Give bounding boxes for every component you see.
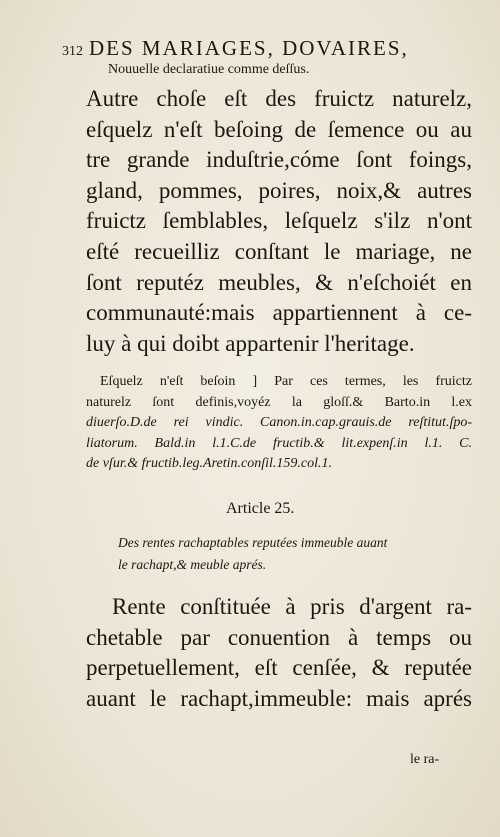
section-subtitle: Nouuelle declaratiue comme deſſus.: [108, 62, 310, 77]
gloss-line: de vſur.& fructib.leg.Aretin.conſil.159.col.1.: [86, 456, 332, 471]
text-line: perpetuellement, eſt cenſée, & reputée: [86, 655, 472, 681]
text-line: luy à qui doibt appartenir l'heritage.: [86, 330, 415, 356]
summary-line: Des rentes rachaptables reputées immeuble auant: [118, 535, 388, 550]
catchword: le ra-: [410, 752, 440, 767]
text-line: tre grande induſtrie,cóme ſont foings,: [86, 147, 472, 173]
body-paragraph-2: [86, 592, 472, 714]
gloss-line: naturelz ſont definis,voyéz la gloſſ.& Barto.in l.ex: [86, 394, 472, 410]
article-summary: [118, 532, 448, 576]
text-line: eſquelz n'eſt beſoing de ſemence ou au: [86, 116, 472, 142]
article-label: Article 25.: [226, 500, 295, 517]
gloss-note: [86, 372, 472, 475]
text-line: Autre choſe eſt des fruictz naturelz,: [86, 86, 472, 111]
running-head: [62, 36, 409, 61]
body-paragraph-1: [86, 84, 472, 359]
gloss-line: diuerſo.D.de rei vindic. Canon.in.cap.grauis.de reſtitut.ſpo-: [86, 415, 472, 430]
text-line: fruictz ſemblables, leſquelz s'ilz n'ont: [86, 208, 472, 234]
summary-line: le rachapt,& meuble aprés.: [118, 557, 267, 572]
page-number: 312: [62, 44, 83, 59]
gloss-line: Eſquelz n'eſt beſoin ] Par ces termes, les fruictz: [100, 374, 472, 389]
running-title: DES MARIAGES, DOVAIRES,: [89, 36, 409, 60]
text-line: ſont reputéz meubles, & n'eſchoiét en: [86, 269, 472, 295]
text-line: chetable par conuention à temps ou: [86, 624, 472, 650]
text-line: auant le rachapt,immeuble: mais aprés: [86, 685, 472, 711]
gloss-line: liatorum. Bald.in l.1.C.de fructib.& lit.expenſ.in l.1. C.: [86, 435, 472, 451]
text-line: Rente conſtituée à pris d'argent ra-: [112, 594, 472, 619]
text-line: communauté:mais appartiennent à ce-: [86, 300, 472, 326]
text-line: eſté recueilliz conſtant le mariage, ne: [86, 238, 472, 264]
text-line: gland, pommes, poires, noix,& autres: [86, 177, 472, 203]
